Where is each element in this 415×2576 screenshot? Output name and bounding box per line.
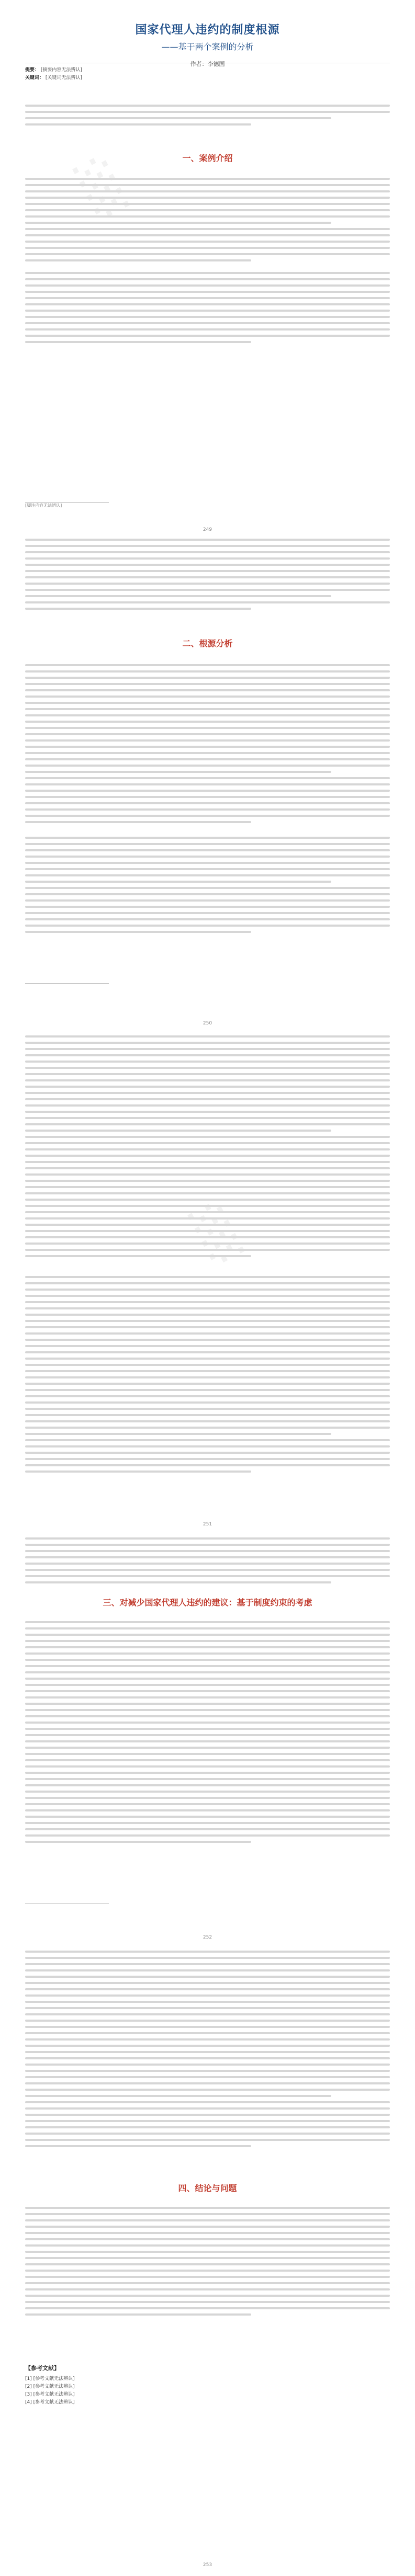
paper-subtitle: ——基于两个案例的分析: [161, 42, 254, 52]
page-number: 252: [203, 1935, 212, 1940]
body-paragraph: [25, 1537, 390, 1583]
section-title-3: 三、对减少国家代理人违约的建议：基于制度约束的考虑: [103, 1598, 312, 1608]
body-paragraph: [25, 2207, 390, 2316]
body-paragraph: [25, 178, 390, 261]
intro-paragraph: [25, 105, 390, 126]
body-paragraph: [25, 272, 390, 343]
body-paragraph: [25, 1951, 390, 2147]
abstract-label: 提要：: [25, 67, 40, 73]
watermark: ░: [187, 1197, 249, 1267]
section-title-2: 二、根源分析: [182, 639, 233, 648]
body-paragraph: [25, 539, 390, 610]
body-paragraph: [25, 837, 390, 933]
page-number: 251: [203, 1522, 212, 1527]
page-number: 253: [203, 2562, 212, 2568]
keywords: [关键词无法辨认]: [45, 75, 82, 81]
reference-item: [4] [参考文献无法辨认]: [25, 2400, 75, 2405]
body-paragraph: [25, 664, 390, 823]
reference-item: [1] [参考文献无法辨认]: [25, 2376, 75, 2381]
body-paragraph: [25, 1621, 390, 1843]
paper-title: 国家代理人违约的制度根源: [135, 24, 280, 37]
reference-item: [3] [参考文献无法辨认]: [25, 2392, 75, 2397]
references: [25, 2364, 390, 2407]
watermark: ░: [72, 151, 134, 221]
footnote-area: [25, 983, 390, 984]
section-title-1: 一、案例介绍: [182, 153, 233, 163]
references-title: 【参考文献】: [25, 2365, 60, 2372]
abstract: [25, 63, 390, 98]
abstract-text: [摘要内容无法辨认]: [40, 67, 82, 73]
body-paragraph: [25, 1035, 390, 1257]
section-title-4: 四、结论与问题: [178, 2183, 237, 2193]
title-block: [25, 21, 390, 68]
body-paragraph: [25, 1276, 390, 1473]
footnote-area: [25, 502, 390, 509]
author-line: 作者：李德国: [190, 61, 225, 67]
page-number: 249: [203, 527, 212, 532]
footnote: [脚注内容无法辨认]: [25, 503, 62, 508]
keywords-label: 关键词：: [25, 75, 44, 81]
page-number: 250: [203, 1021, 212, 1026]
reference-item: [2] [参考文献无法辨认]: [25, 2384, 75, 2389]
footnote-area: [25, 1903, 390, 1904]
